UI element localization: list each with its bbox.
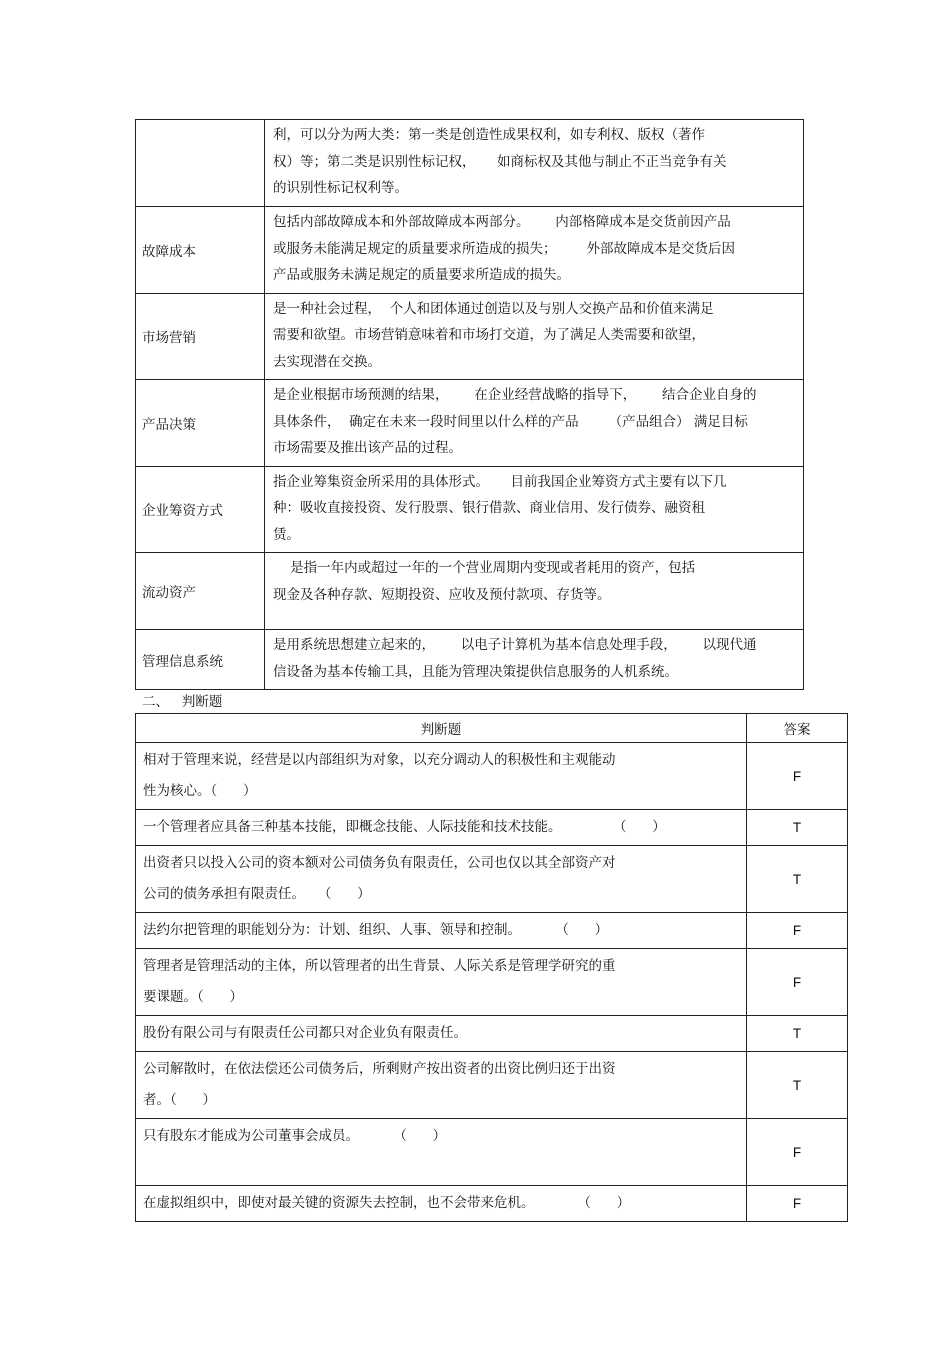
question-line: 者。（ ） [143, 1092, 216, 1108]
glossary-row [136, 293, 804, 380]
table-row [136, 846, 848, 913]
glossary-row [136, 380, 804, 467]
question-cell [136, 913, 747, 949]
definition-line: 包括内部故障成本和外部故障成本两部分。 内部格障成本是交货前因产品 [273, 214, 731, 230]
table-row [136, 913, 848, 949]
question-line: 只有股东才能成为公司董事会成员。 （ ） [143, 1128, 447, 1144]
glossary-definition [265, 207, 804, 294]
answer-cell: F [747, 743, 848, 810]
table-row [136, 1186, 848, 1222]
glossary-row [136, 630, 804, 690]
section-heading: 二、 判断题 [142, 694, 223, 710]
glossary-row [136, 553, 804, 630]
glossary-term: 故障成本 [136, 207, 265, 294]
definition-line: 赁。 [273, 526, 300, 543]
glossary-definition [265, 380, 804, 467]
question-cell [136, 743, 747, 810]
glossary-term: 管理信息系统 [136, 630, 265, 690]
question-line: 法约尔把管理的职能划分为：计划、组织、人事、领导和控制。 （ ） [143, 922, 609, 938]
question-line: 在虚拟组织中，即使对最关键的资源失去控制，也不会带来危机。 （ ） [143, 1195, 631, 1211]
glossary-term: 企业筹资方式 [136, 466, 265, 553]
definition-line: 产品或服务未满足规定的质量要求所造成的损失。 [273, 267, 570, 283]
glossary-row [136, 466, 804, 553]
table-row [136, 1052, 848, 1119]
question-cell [136, 1016, 747, 1052]
definition-line: 的识别性标记权利等。 [273, 180, 408, 196]
answer-cell: T [747, 810, 848, 846]
table-row [136, 810, 848, 846]
glossary-term: 流动资产 [136, 553, 265, 630]
answer-cell: F [747, 949, 848, 1016]
glossary-term: 产品决策 [136, 380, 265, 467]
definition-line: 利，可以分为两大类：第一类是创造性成果权利，如专利权、版权（著作 [273, 127, 705, 143]
glossary-definition [265, 630, 804, 690]
question-cell [136, 949, 747, 1016]
table-row [136, 1016, 848, 1052]
question-cell [136, 810, 747, 846]
glossary-term: 市场营销 [136, 293, 265, 380]
answer-cell: T [747, 1016, 848, 1052]
definition-line: 去实现潜在交换。 [273, 353, 381, 370]
definition-line: 需要和欲望。市场营销意味着和市场打交道，为了满足人类需要和欲望， [273, 327, 705, 343]
question-line: 相对于管理来说，经营是以内部组织为对象，以充分调动人的积极性和主观能动 [143, 752, 616, 768]
question-line [143, 1152, 739, 1183]
answer-cell: F [747, 1119, 848, 1186]
definition-line: 或服务未能满足规定的质量要求所造成的损失； 外部故障成本是交货后因 [273, 240, 736, 257]
question-column-header: 判断题 [136, 714, 747, 743]
glossary-term [136, 120, 265, 207]
definition-line: 是企业根据市场预测的结果， 在企业经营战略的指导下， 结合企业自身的 [273, 387, 757, 403]
table-row [136, 743, 848, 810]
question-line: 管理者是管理活动的主体，所以管理者的出生背景、人际关系是管理学研究的重 [143, 958, 616, 974]
answer-cell: T [747, 846, 848, 913]
question-line: 公司的债务承担有限责任。 （ ） [143, 886, 371, 902]
question-line: 股份有限公司与有限责任公司都只对企业负有限责任。 [143, 1025, 467, 1041]
question-cell [136, 1119, 747, 1186]
table-header-row [136, 714, 848, 743]
glossary-definition [265, 466, 804, 553]
question-line: 一个管理者应具备三种基本技能，即概念技能、人际技能和技术技能。 （ ） [143, 819, 666, 835]
question-cell [136, 1186, 747, 1222]
definition-line: 权）等；第二类是识别性标记权， 如商标权及其他与制止不正当竞争有关 [273, 153, 727, 170]
answer-cell: F [747, 1186, 848, 1222]
answer-column-header: 答案 [747, 714, 848, 743]
question-cell [136, 846, 747, 913]
question-line: 要课题。（ ） [143, 989, 243, 1005]
definition-line: 指企业筹集资金所采用的具体形式。 目前我国企业筹资方式主要有以下几 [273, 473, 727, 490]
definition-line: 市场需要及推出该产品的过程。 [273, 440, 462, 456]
question-line: 公司解散时，在依法偿还公司债务后，所剩财产按出资者的出资比例归还于出资 [143, 1061, 616, 1077]
table-row [136, 1119, 848, 1186]
definition-line: 具体条件， 确定在未来一段时间里以什么样的产品 （产品组合） 满足目标 [273, 413, 748, 430]
definition-line: 是用系统思想建立起来的， 以电子计算机为基本信息处理手段， 以现代通 [273, 637, 757, 653]
table-row [136, 949, 848, 1016]
glossary-definition [265, 120, 804, 207]
glossary-row [136, 120, 804, 207]
definition-line: 种：吸收直接投资、发行股票、银行借款、商业信用、发行债券、融资租 [273, 500, 705, 516]
question-cell [136, 1052, 747, 1119]
question-line: 性为核心。（ ） [143, 783, 257, 799]
glossary-row [136, 207, 804, 294]
answer-cell: T [747, 1052, 848, 1119]
definition-line: 现金及各种存款、短期投资、应收及预付款项、存货等。 [273, 586, 611, 603]
glossary-table [135, 119, 804, 690]
glossary-definition [265, 553, 804, 630]
answer-cell: F [747, 913, 848, 949]
definition-line: 是指一年内或超过一年的一个营业周期内变现或者耗用的资产，包括 [273, 560, 696, 576]
definition-line: 是一种社会过程， 个人和团体通过创造以及与别人交换产品和价值来满足 [273, 300, 714, 317]
question-line: 出资者只以投入公司的资本额对公司债务负有限责任，公司也仅以其全部资产对 [143, 855, 616, 871]
glossary-definition [265, 293, 804, 380]
true-false-table [135, 713, 848, 1222]
definition-line: 信设备为基本传输工具，且能为管理决策提供信息服务的人机系统。 [273, 663, 678, 680]
